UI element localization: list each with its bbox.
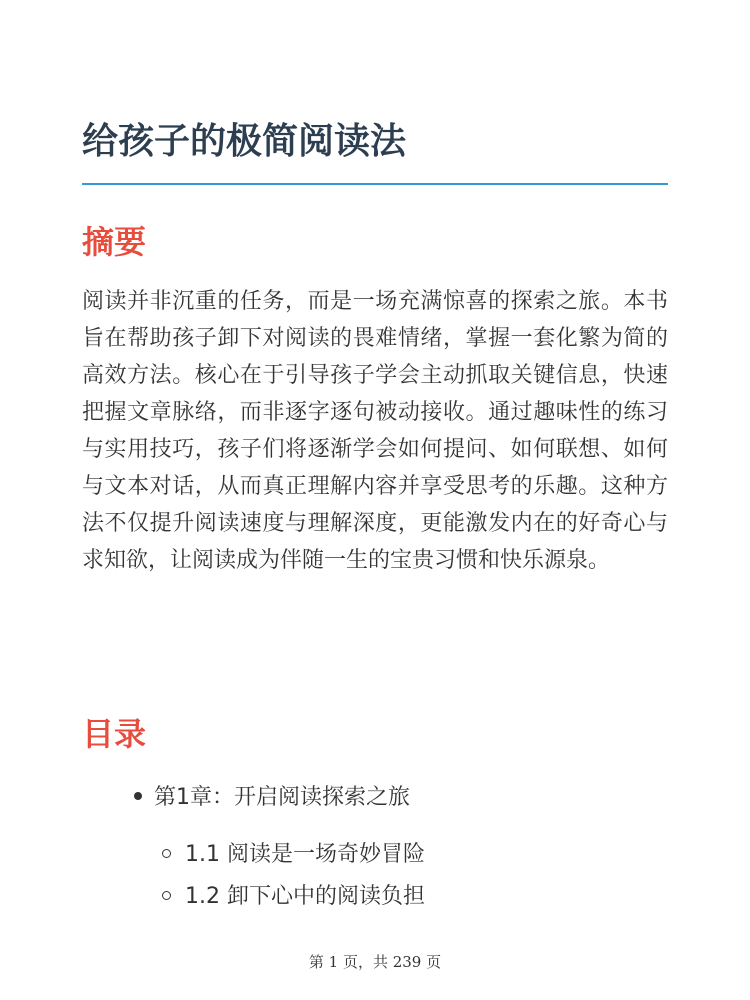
toc-chapter-label: 第1章：开启阅读探索之旅 — [154, 785, 410, 810]
page-number-footer: 第 1 页，共 239 页 — [308, 953, 442, 971]
summary-paragraph: 阅读并非沉重的任务，而是一场充满惊喜的探索之旅。本书旨在帮助孩子卸下对阅读的畏难情绪，掌握一套化繁为简的高效方法。核心在于引导孩子学会主动抓取关键信息，快速把握文章脉络，而非逐字逐句被动接收。通过趣味性的练习与实用技巧，孩子们将逐渐学会如何提问、如何联想、如何与文本对话，从而真正理解内容并享受思考的乐趣。这种方法不仅提升阅读速度与理解深度，更能激发内在的好奇心与求知欲，让阅读成为伴随一生的宝贵习惯和快乐源泉。 — [82, 289, 668, 573]
toc-section-label: 1.1 阅读是一场奇妙冒险 — [185, 842, 425, 867]
summary-heading: 摘要 — [82, 223, 147, 261]
circle-bullet-icon — [162, 891, 171, 900]
document-title: 给孩子的极简阅读法 — [82, 121, 407, 162]
toc-section-label: 1.2 卸下心中的阅读负担 — [185, 884, 425, 909]
circle-bullet-icon — [162, 849, 171, 858]
disc-bullet-icon — [134, 792, 142, 800]
toc-section-item[interactable] — [162, 837, 425, 873]
title-divider — [82, 183, 668, 185]
toc-section-item[interactable] — [162, 879, 425, 915]
toc-heading: 目录 — [82, 715, 147, 753]
toc-chapter-item[interactable] — [134, 780, 410, 816]
